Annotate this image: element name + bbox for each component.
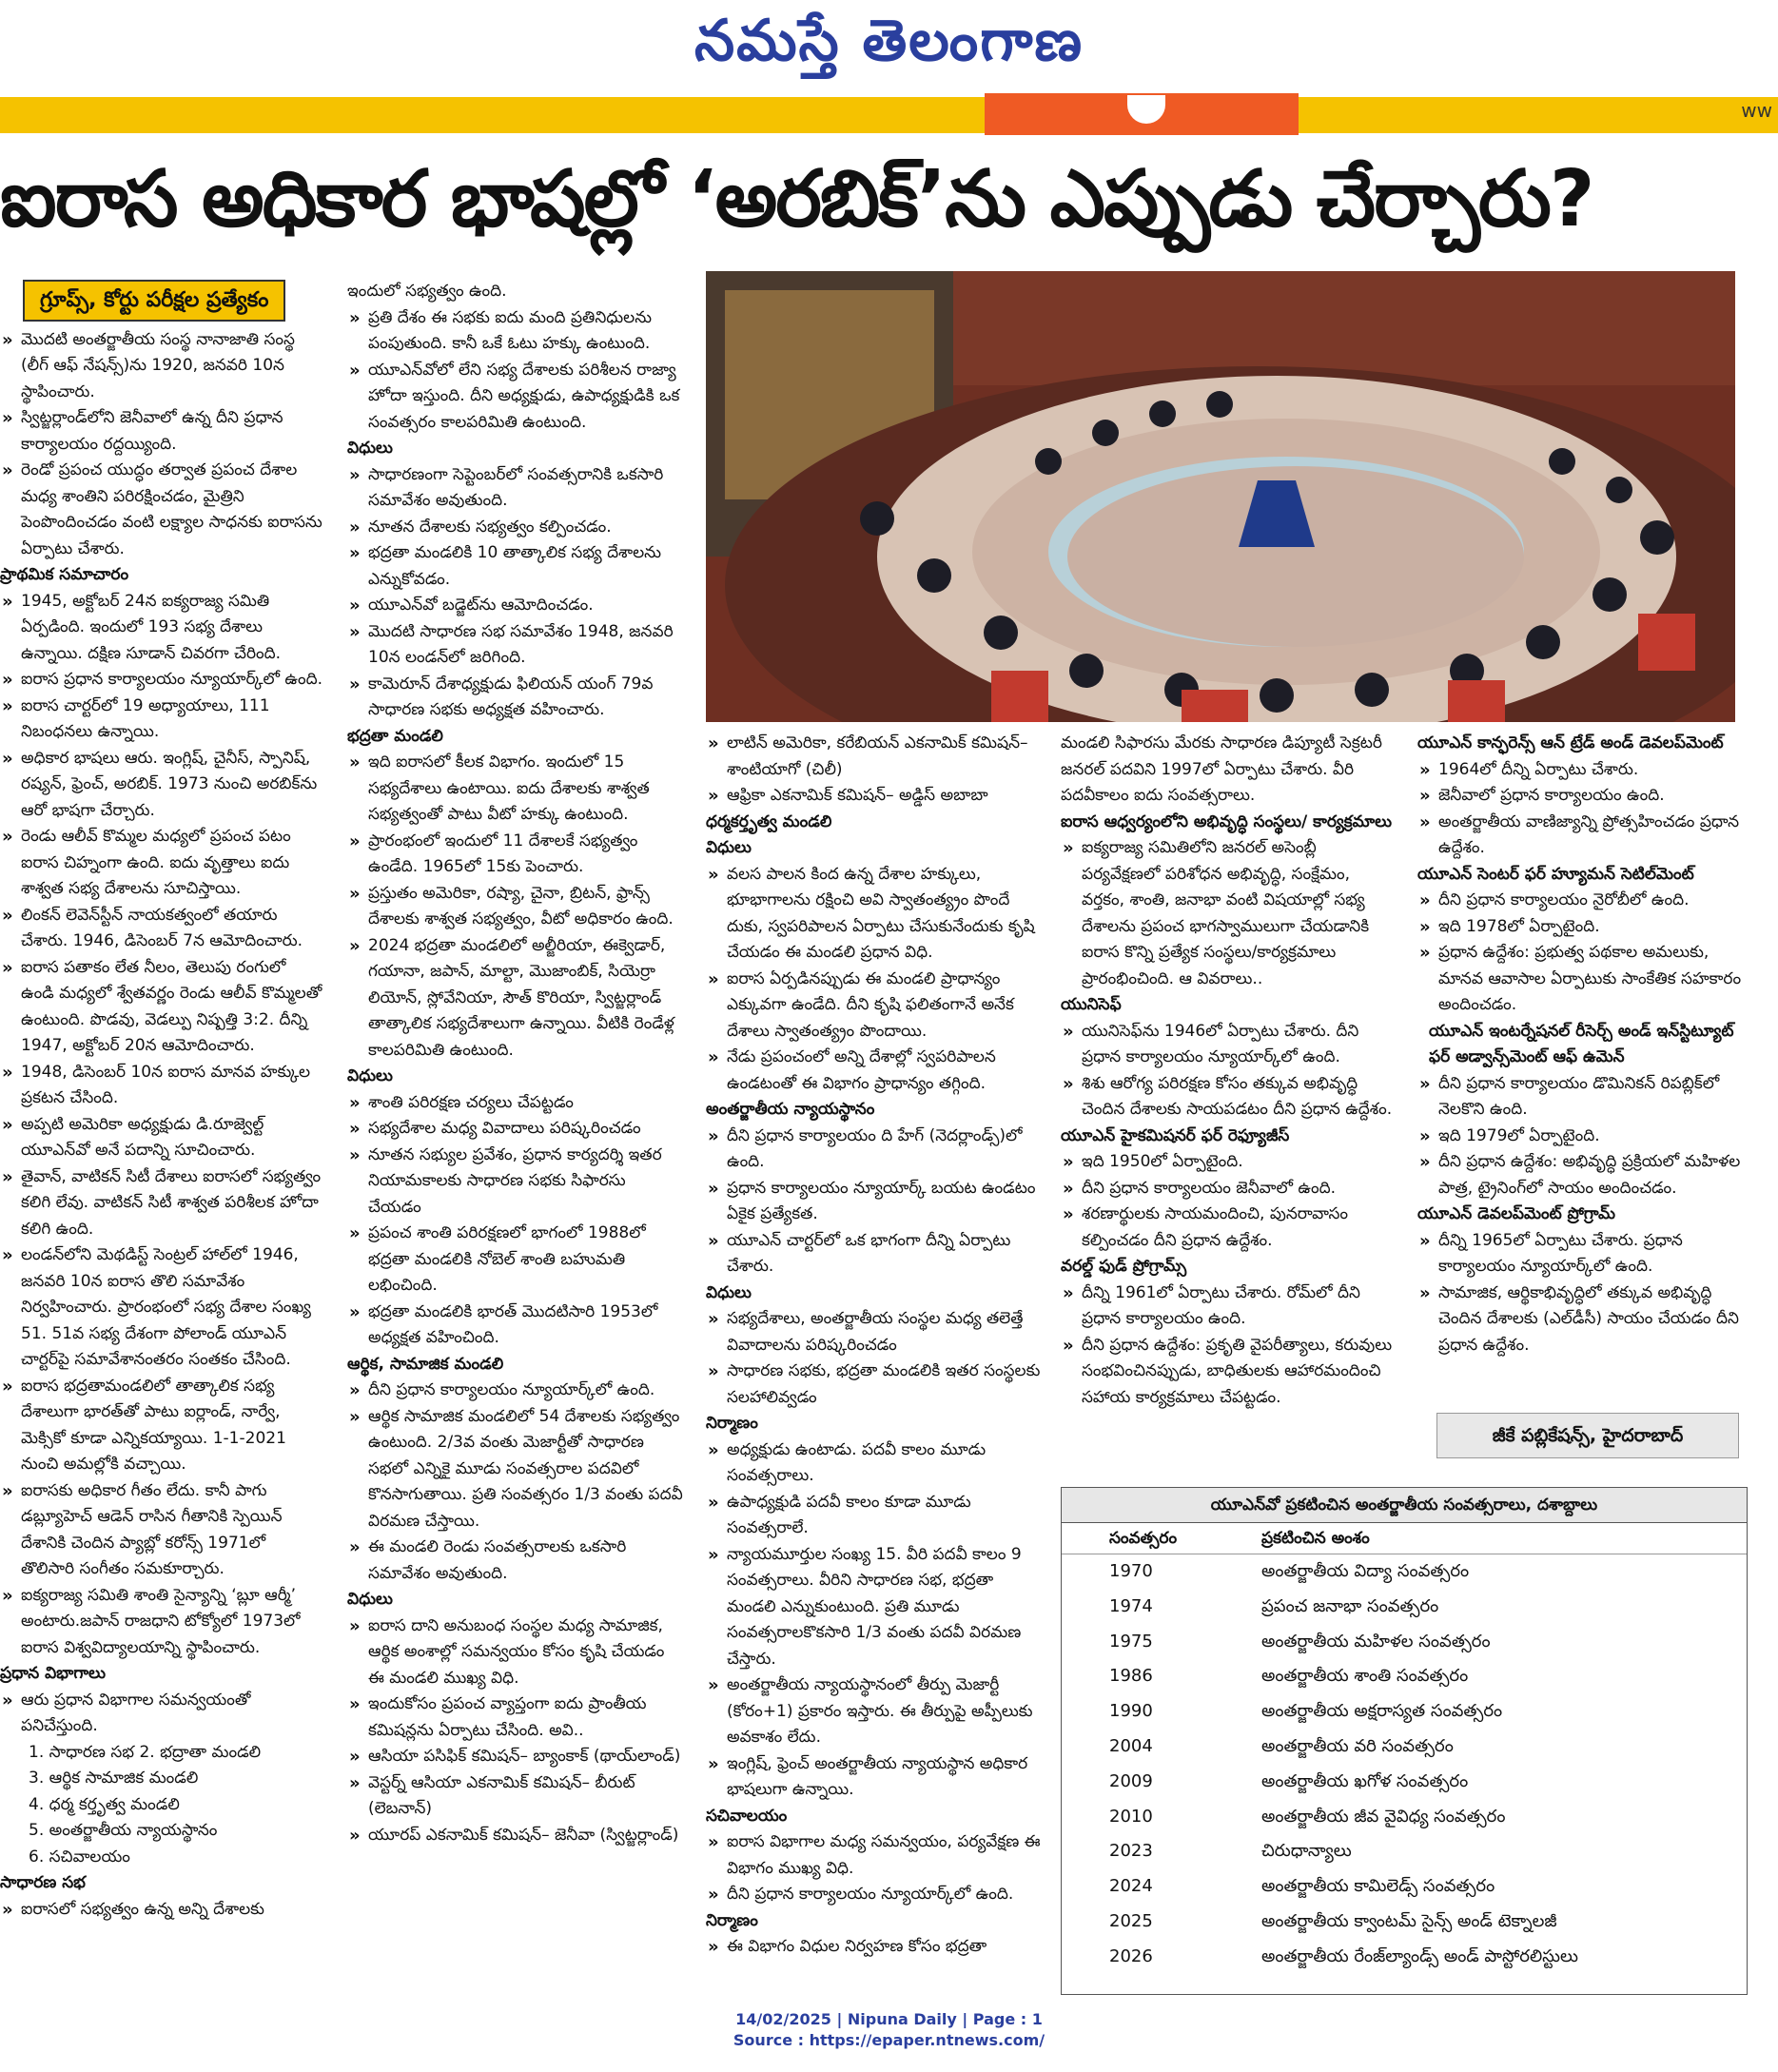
bullet-point: » 1945, అక్టోబర్ 24న ఐక్యరాజ్య సమితి ఏర్పడింది. ఇందులో 193 సభ్య దేశాలు ఉన్నాయి. దక్షిణ సూడాన్ చివరగా చేరింది. [0, 589, 323, 668]
paragraph: ఇందులో సభ్యత్వం ఉంది. [347, 282, 507, 301]
topic-cell: అంతర్జాతీయ అక్షరాస్యత సంవత్సరం [1261, 1701, 1503, 1722]
bullet-point: » దీని ప్రధాన ఉద్దేశం: అభివృద్ధి ప్రక్రియలో మహిళల పాత్ర, ట్రైనింగ్‌లో సాయం అందించడం. [1417, 1149, 1752, 1202]
numbered-item: 1. సాధారణ సభ 2. భద్రాతా మండలి [29, 1742, 262, 1762]
bullet-point: » ఉపాధ్యక్షుడి పదవీ కాలం కూడా మూడు సంవత్సరాలే. [706, 1490, 1041, 1542]
un-security-council-photo [706, 271, 1735, 722]
bullet-point: » నేడు ప్రపంచంలో అన్ని దేశాల్లో స్వపరిపాలన ఉండటంతో ఈ విభాగం ప్రాధాన్యం తగ్గింది. [706, 1045, 1041, 1097]
bullet-point: » యూరప్ ఎకనామిక్ కమిషన్– జెనీవా (స్విట్జర్లాండ్) [347, 1823, 683, 1849]
topic-cell: అంతర్జాతీయ ఖగోళ సంవత్సరం [1261, 1770, 1469, 1791]
section-subheading: సచివాలయం [706, 1806, 788, 1826]
bullet-point: » ఐరాసకు అధికార గీతం లేదు. కానీ పాగు డబ్ల్యూహెచ్ ఆడెన్ రాసిన గీతానికి స్పెయిన్ దేశానికి చెందిన ప్యాబ్లో కరోన్స్ 1971లో తొలిసారి సంగీతం సమకూర్చారు. [0, 1478, 323, 1583]
bullet-point: » 1964లో దీన్ని ఏర్పాటు చేశారు. [1417, 757, 1752, 784]
footer-date-line: 14/02/2025 | Nipuna Daily | Page : 1 [735, 2010, 1043, 2028]
bullet-point: » సాధారణంగా సెప్టెంబర్‌లో సంవత్సరానికి ఒకసారి సమావేశం అవుతుంది. [347, 462, 683, 515]
section-box-title: గ్రూప్స్, కోర్టు పరీక్షల ప్రత్యేకం [23, 280, 285, 322]
section-subheading: విధులు [706, 838, 752, 857]
international-years-table [1061, 1487, 1748, 1995]
bullet-point: » ప్రపంచ శాంతి పరిరక్షణలో భాగంలో 1988లో భద్రతా మండలికి నోబెల్ శాంతి బహుమతి లభించింది. [347, 1221, 683, 1300]
bullet-point: » ఈ మండలి రెండు సంవత్సరాలకు ఒకసారి సమావేశం అవుతుంది. [347, 1534, 683, 1587]
table-row [1062, 1869, 1747, 1905]
bullet-point: » యూఎన్‌వో బడ్జెట్‌ను ఆమోదించడం. [347, 593, 683, 619]
section-subheading: ఆర్థిక, సామాజిక మండలి [347, 1354, 504, 1374]
bullet-point: » అంతర్జాతీయ వాణిజ్యాన్ని ప్రోత్సహించడం ప్రధాన ఉద్దేశం. [1417, 810, 1752, 862]
header-strip [0, 97, 1778, 133]
paragraph: మండలి సిఫారసు మేరకు సాధారణ డిప్యూటీ సెక్రటరీ జనరల్ పదవిని 1997లో ఏర్పాటు చేశారు. వీరి పదవీకాలం ఐదు సంవత్సరాలు. [1061, 733, 1382, 805]
article-column-5 [1417, 731, 1752, 1397]
bullet-point: » కామెరూన్ దేశాధ్యక్షుడు ఫిలియన్ యంగ్ 79వ సాధారణ సభకు అధ్యక్షత వహించారు. [347, 672, 683, 724]
year-cell: 2026 [1109, 1945, 1153, 1966]
footer-source-line: Source : https://epaper.ntnews.com/ [733, 2031, 1045, 2049]
bullet-point: » లాటిన్ అమెరికా, కరేబియన్ ఎకనామిక్ కమిషన్– శాంటియాగో (చిలీ) [706, 731, 1041, 783]
bullet-point: » నూతన దేశాలకు సభ్యత్వం కల్పించడం. [347, 515, 683, 541]
bullet-point: » అప్పటి అమెరికా అధ్యక్షుడు డి.రూజ్వెల్ట్ యూఎన్‌వో అనే పదాన్ని సూచించారు. [0, 1112, 323, 1164]
column-5-items [1417, 731, 1752, 1359]
bullet-point: » 2024 భద్రతా మండలిలో అల్జీరియా, ఈక్వెడార్, గయానా, జపాన్, మాల్టా, మొజాంబిక్, సియెర్రా లియోన్, స్లోవేనియా, సౌత్ కొరియా, స్విట్జర్లాండ్ తాత్కాలిక సభ్యదేశాలుగా ఉన్నాయి. వీటికి రెండేళ్ల కాలపరిమితి ఉంటుంది. [347, 933, 683, 1065]
bullet-point: » ఐరాస చార్టర్‌లో 19 అధ్యాయాలు, 111 నిబంధనలు ఉన్నాయి. [0, 694, 323, 746]
bullet-point: » నూతన సభ్యుల ప్రవేశం, ప్రధాన కార్యదర్శి ఇతర నియామకాలకు సాధారణ సభకు సిఫారసు చేయడం [347, 1143, 683, 1222]
topic-cell: అంతర్జాతీయ విద్యా సంవత్సరం [1261, 1561, 1470, 1581]
bullet-point: » లండన్‌లోని మెథడిస్ట్ సెంట్రల్ హాల్‌లో 1946, జనవరి 10న ఐరాస తొలి సమావేశం నిర్వహించారు. ప్రారంభంలో సభ్య దేశాల సంఖ్య 51. 51వ సభ్య దేశంగా పోలాండ్ యూఎన్ చార్టర్‌పై సమావేశానంతరం సంతకం చేసింది. [0, 1242, 323, 1374]
article-column-4 [1061, 731, 1396, 1473]
bullet-point: » ఈ విభాగం విధుల నిర్వహణ కోసం భద్రతా [706, 1934, 1041, 1961]
section-subheading: నిర్మాణం [706, 1910, 758, 1930]
table-header-row [1062, 1523, 1747, 1554]
column-4-items [1061, 731, 1396, 1411]
bullet-point: » ఆరు ప్రధాన విభాగాల సమన్వయంతో పనిచేస్తుంది. [0, 1688, 323, 1740]
bullet-point: » దీని ప్రధాన కార్యాలయం న్యూయార్క్‌లో ఉంది. [347, 1378, 683, 1404]
bullet-point: » ఆఫ్రికా ఎకనామిక్ కమిషన్– అడ్డిస్ అబాబా [706, 783, 1041, 810]
year-cell: 1990 [1109, 1701, 1153, 1722]
bullet-point: » జెనీవాలో ప్రధాన కార్యాలయం ఉంది. [1417, 783, 1752, 810]
year-cell: 1986 [1109, 1666, 1153, 1687]
bullet-point: » శరణార్థులకు సాయమందించి, పునరావాసం కల్పించడం దీని ప్రధాన ఉద్దేశం. [1061, 1202, 1396, 1254]
bullet-point: » సామాజిక, ఆర్థికాభివృద్ధిలో తక్కువ అభివృద్ధి చెందిన దేశాలకు (ఎల్‌డీసీ) సాయం చేయడం దీని ప్రధాన ఉద్దేశం. [1417, 1280, 1752, 1359]
article-column-1 [0, 276, 323, 1969]
bullet-point: » ఇంగ్లిష్, ఫ్రెంచ్ అంతర్జాతీయ న్యాయస్థాన అధికార భాషలుగా ఉన్నాయి. [706, 1751, 1041, 1804]
table-body [1062, 1554, 1747, 1975]
accent-dot-icon [1127, 95, 1165, 124]
bullet-point: » ఆసియా పసిఫిక్ కమిషన్– బ్యాంకాక్ (థాయ్‌లాండ్) [347, 1744, 683, 1770]
year-cell: 1975 [1109, 1631, 1153, 1652]
column-1-items [0, 327, 323, 1924]
bullet-point: » ఐరాస ఏర్పడినప్పుడు ఈ మండలి ప్రాధాన్యం ఎక్కువగా ఉండేది. దీని కృషి ఫలితంగానే అనేక దేశాలు స్వాతంత్య్రం పొందాయి. [706, 967, 1041, 1046]
page-footer [0, 2009, 1778, 2051]
section-subheading: విధులు [706, 1282, 752, 1302]
bullet-point: » సభ్యదేశాల మధ్య వివాదాలు పరిష్కరించడం [347, 1116, 683, 1143]
table-row [1062, 1940, 1747, 1975]
bullet-point: » శిశు ఆరోగ్య పరిరక్షణ కోసం తక్కువ అభివృద్ధి చెందిన దేశాలకు సాయపడటం దీని ప్రధాన ఉద్దేశం. [1061, 1071, 1396, 1124]
bullet-point: » ఇందుకోసం ప్రపంచ వ్యాప్తంగా ఐదు ప్రాంతీయ కమిషన్లను ఏర్పాటు చేసింది. అవి.. [347, 1691, 683, 1744]
table-row [1062, 1590, 1747, 1625]
bullet-point: » లింకన్ లెవెన్‌స్టీన్ నాయకత్వంలో తయారు చేశారు. 1946, డిసెంబర్ 7న ఆమోదించారు. [0, 903, 323, 955]
numbered-item: 4. ధర్మ కర్తృత్వ మండలి [29, 1794, 180, 1814]
year-cell: 2025 [1109, 1910, 1153, 1931]
table-row [1062, 1765, 1747, 1800]
bullet-point: » ఐరాసలో సభ్యత్వం ఉన్న అన్ని దేశాలకు [0, 1897, 323, 1924]
bullet-point: » దీని ప్రధాన కార్యాలయం ది హేగ్ (నెదర్లాండ్స్)లో ఉంది. [706, 1124, 1041, 1176]
bullet-point: » భద్రతా మండలికి 10 తాత్కాలిక సభ్య దేశాలను ఎన్నుకోవడం. [347, 540, 683, 593]
section-subheading: యూఎన్ ఇంటర్నేషనల్ రీసెర్చ్ అండ్ ఇన్‌స్టిట్యూట్ ఫర్ అడ్వాన్స్‌మెంట్ ఆఫ్ ఉమెన్ [1429, 1021, 1734, 1066]
year-cell: 2004 [1109, 1735, 1153, 1756]
numbered-item: 3. ఆర్థిక సామాజిక మండలి [29, 1769, 199, 1788]
table-row [1062, 1800, 1747, 1835]
bullet-point: » దీన్ని 1961లో ఏర్పాటు చేశారు. రోమ్‌లో దీని ప్రధాన కార్యాలయం ఉంది. [1061, 1280, 1396, 1333]
table-row [1062, 1834, 1747, 1869]
section-subheading: యూఎన్ డెవలప్‌మెంట్ ప్రోగ్రామ్ [1417, 1204, 1615, 1223]
numbered-item: 5. అంతర్జాతీయ న్యాయస్థానం [29, 1821, 218, 1840]
column-3-items [706, 731, 1041, 1961]
newspaper-logo: నమస్తే తెలంగాణ [694, 8, 1084, 74]
year-cell: 2009 [1109, 1770, 1153, 1791]
section-subheading: సాధారణ సభ [0, 1873, 86, 1892]
year-cell: 2024 [1109, 1876, 1153, 1897]
section-subheading: యూఎన్ కాన్ఫరెన్స్ ఆన్ ట్రేడ్ అండ్ డెవలప్‌మెంట్ [1417, 733, 1724, 753]
bullet-point: » సభ్యదేశాలు, అంతర్జాతీయ సంస్థల మధ్య తలెత్తే వివాదాలను పరిష్కరించడం [706, 1306, 1041, 1359]
header-accent-box [985, 93, 1299, 135]
bullet-point: » మొదటి అంతర్జాతీయ సంస్థ నానాజాతి సంస్థ (లీగ్ ఆఫ్ నేషన్స్)ను 1920, జనవరి 10న స్థాపించారు. [0, 327, 323, 406]
bullet-point: » దీని ప్రధాన కార్యాలయం నైరోబీలో ఉంది. [1417, 888, 1752, 914]
section-subheading: యూఎన్ సెంటర్ ఫర్ హ్యూమన్ సెటిల్‌మెంట్ [1417, 864, 1694, 884]
table-row [1062, 1730, 1747, 1765]
bullet-point: » ప్రతి దేశం ఈ సభకు ఐదు మంది ప్రతినిధులను పంపుతుంది. కానీ ఒకే ఓటు హక్కు ఉంటుంది. [347, 305, 683, 358]
bullet-point: » దీని ప్రధాన కార్యాలయం డొమినికన్ రిపబ్లిక్‌లో నెలకొని ఉంది. [1417, 1071, 1752, 1124]
bullet-point: » సాధారణ సభకు, భద్రతా మండలికి ఇతర సంస్థలకు సలహాలివ్వడం [706, 1359, 1041, 1411]
bullet-point: » ఐరాస దాని అనుబంధ సంస్థల మధ్య సామాజిక, ఆర్థిక అంశాల్లో సమన్వయం కోసం కృషి చేయడం ఈ మండలి ముఖ్య విధి. [347, 1613, 683, 1692]
section-subheading: యునిసెఫ్ [1061, 995, 1122, 1014]
bullet-point: » ఇది 1978లో ఏర్పాటైంది. [1417, 914, 1752, 941]
bullet-point: » తైవాన్, వాటికన్ సిటీ దేశాలు ఐరాసలో సభ్యత్వం కలిగి లేవు. వాటికన్ సిటీ శాశ్వత పరిశీలక హోదా కలిగి ఉంది. [0, 1164, 323, 1243]
table-row [1062, 1905, 1747, 1940]
topic-cell: అంతర్జాతీయ జీవ వైవిధ్య సంవత్సరం [1261, 1806, 1506, 1827]
bullet-point: » దీని ప్రధాన ఉద్దేశం: ప్రకృతి వైపరీత్యాలు, కరువులు సంభవించినప్పుడు, బాధితులకు ఆహారమందించి సహాయ కార్యక్రమాలు చేపట్టడం. [1061, 1333, 1396, 1412]
bullet-point: » యునిసెఫ్‌ను 1946లో ఏర్పాటు చేశారు. దీని ప్రధాన కార్యాలయం న్యూయార్క్‌లో ఉంది. [1061, 1019, 1396, 1071]
section-subheading: వరల్డ్ ఫుడ్ ప్రోగ్రామ్స్ [1061, 1257, 1187, 1276]
bullet-point: » ప్రధాన ఉద్దేశం: ప్రభుత్వ పథకాల అమలుకు, మానవ ఆవాసాల ఏర్పాటుకు సాంకేతిక సహకారం అందించడం. [1417, 940, 1752, 1019]
bullet-point: » ప్రస్తుతం అమెరికా, రష్యా, చైనా, బ్రిటన్, ఫ్రాన్స్ దేశాలకు శాశ్వత సభ్యత్వం, వీటో అధికారం ఉంది. [347, 881, 683, 933]
year-cell: 2010 [1109, 1806, 1153, 1827]
year-cell: 2023 [1109, 1841, 1153, 1862]
bullet-point: » దీని ప్రధాన కార్యాలయం న్యూయార్క్‌లో ఉంది. [706, 1882, 1041, 1908]
bullet-point: » మొదటి సాధారణ సభ సమావేశం 1948, జనవరి 10న లండన్‌లో జరిగింది. [347, 619, 683, 672]
topic-cell: అంతర్జాతీయ మహిళల సంవత్సరం [1261, 1631, 1491, 1652]
table-row [1062, 1694, 1747, 1730]
bullet-point: » ఐరాస పతాకం లేత నీలం, తెలుపు రంగులో ఉండి మధ్యలో శ్వేతవర్ణం రెండు ఆలీవ్ కొమ్మలతో ఉంటుంది. పొడవు, వెడల్పు నిష్పత్తి 3:2. దీన్ని 1947, అక్టోబర్ 20న ఆమోదించారు. [0, 955, 323, 1060]
topic-cell: చిరుధాన్యాలు [1261, 1841, 1352, 1862]
topic-cell: అంతర్జాతీయ వరి సంవత్సరం [1261, 1735, 1454, 1756]
article-column-2 [347, 279, 683, 1972]
topic-cell: ప్రపంచ జనాభా సంవత్సరం [1261, 1595, 1439, 1616]
section-subheading: విధులు [347, 439, 393, 458]
bullet-point: » ఐరాస భద్రతామండలిలో తాత్కాలిక సభ్య దేశాలుగా భారత్‌తో పాటు ఐర్లాండ్, నార్వే, మెక్సికో కూడా ఎన్నికయ్యాయి. 1-1-2021 నుంచి అమల్లోకి వచ్చాయి. [0, 1374, 323, 1478]
bullet-point: » అధ్యక్షుడు ఉంటాడు. పదవీ కాలం మూడు సంవత్సరాలు. [706, 1437, 1041, 1490]
masthead [0, 0, 1778, 95]
bullet-point: » న్యాయమూర్తుల సంఖ్య 15. వీరి పదవీ కాలం 9 సంవత్సరాలు. వీరిని సాధారణ సభ, భద్రతా మండలి ఎన్నుకుంటుంది. ప్రతి మూడు సంవత్సరాలకొకసారి 1/3 వంతు పదవీ విరమణ చేస్తారు. [706, 1542, 1041, 1673]
column-header-topic: ప్రకటించిన అంశం [1261, 1529, 1370, 1548]
bullet-point: » రెండో ప్రపంచ యుద్ధం తర్వాత ప్రపంచ దేశాల మధ్య శాంతిని పరిరక్షించడం, మైత్రిని పెంపొందించడం వంటి లక్ష్యాల సాధనకు ఐరాసను ఏర్పాటు చేశారు. [0, 458, 323, 562]
bullet-point: » ఇది 1979లో ఏర్పాటైంది. [1417, 1124, 1752, 1150]
section-subheading: ధర్మకర్తృత్వ మండలి [706, 811, 832, 831]
bullet-point: » ఐక్యరాజ్య సమితిలోని జనరల్ అసెంబ్లీ పర్యవేక్షణలో పరిశోధన అభివృద్ధి, సంక్షేమం, వర్తకం, శాంతి, జనాభా వంటి విషయాల్లో సభ్య దేశాలను ప్రపంచ భాగస్వాములుగా చేయడానికి ఐరాస కొన్ని ప్రత్యేక సంస్థలు/కార్యక్రమాలు ప్రారంభించింది. ఆ వివరాలు.. [1061, 835, 1396, 992]
year-cell: 1974 [1109, 1595, 1153, 1616]
table-row [1062, 1625, 1747, 1660]
bullet-point: » ఆర్థిక సామాజిక మండలిలో 54 దేశాలకు సభ్యత్వం ఉంటుంది. 2/3వ వంతు మెజార్టీతో సాధారణ సభలో ఎన్నికై మూడు సంవత్సరాల పదవిలో కొనసాగుతాయి. ప్రతి సంవత్సరం 1/3 వంతు పదవీ విరమణ చేస్తాయి. [347, 1404, 683, 1535]
section-subheading: విధులు [347, 1066, 393, 1085]
page-headline: ఐరాస అధికార భాషల్లో ‘అరబిక్’ను ఎప్పుడు చేర్చారు? [0, 154, 1593, 244]
bullet-point: » దీని ప్రధాన కార్యాలయం జెనీవాలో ఉంది. [1061, 1176, 1396, 1202]
section-subheading: అంతర్జాతీయ న్యాయస్థానం [706, 1100, 875, 1119]
bullet-point: » ప్రధాన కార్యాలయం న్యూయార్క్ బయట ఉండటం ఏకైక ప్రత్యేకత. [706, 1176, 1041, 1228]
bullet-point: » శాంతి పరిరక్షణ చర్యలు చేపట్టడం [347, 1090, 683, 1117]
topic-cell: అంతర్జాతీయ కామిలెడ్స్ సంవత్సరం [1261, 1876, 1495, 1897]
bullet-point: » ప్రారంభంలో ఇందులో 11 దేశాలకే సభ్యత్వం ఉండేది. 1965లో 15కు పెంచారు. [347, 829, 683, 881]
bullet-point: » స్విట్జర్లాండ్‌లోని జెనీవాలో ఉన్న దీని ప్రధాన కార్యాలయం రద్దయ్యింది. [0, 405, 323, 458]
bullet-point: » ఇది 1950లో ఏర్పాటైంది. [1061, 1149, 1396, 1176]
bullet-point: » అధికార భాషలు ఆరు. ఇంగ్లిష్, చైనీస్, స్పానిష్, రష్యన్, ఫ్రెంచ్, అరబిక్. 1973 నుంచి అరబిక్‌ను ఆరో భాషగా చేర్చారు. [0, 746, 323, 825]
article-column-3 [706, 731, 1041, 1977]
council-chamber-illustration [706, 271, 1735, 722]
bullet-point: » రెండు ఆలీవ్ కొమ్మల మధ్యలో ప్రపంచ పటం ఐరాస చిహ్నంగా ఉంది. ఐదు వృత్తాలు ఐదు శాశ్వత సభ్య దేశాలను సూచిస్తాయి. [0, 824, 323, 903]
bullet-point: » వెస్టర్న్ ఆసియా ఎకనామిక్ కమిషన్– బీరుట్ (లెబనాన్) [347, 1770, 683, 1823]
bullet-point: » వలస పాలన కింద ఉన్న దేశాల హక్కులు, భూభాగాలను రక్షించి అవి స్వాతంత్య్రం పొందే దుకు, స్వపరిపాలన ఏర్పాటు చేసుకునేందుకు కృషి చేయడం ఈ మండలి ప్రధాన విధి. [706, 862, 1041, 967]
section-subheading: ఐరాస ఆధ్వర్యంలోని అభివృద్ధి సంస్థలు/ కార్యక్రమాలు [1061, 811, 1393, 831]
column-2-items [347, 279, 683, 1848]
bullet-point: » ఐరాస ప్రధాన కార్యాలయం న్యూయార్క్‌లో ఉంది. [0, 667, 323, 694]
table-title: యూఎన్‌వో ప్రకటించిన అంతర్జాతీయ సంవత్సరాలు, దశాబ్దాలు [1062, 1488, 1747, 1523]
numbered-item: 6. సచివాలయం [29, 1847, 130, 1867]
column-header-year: సంవత్సరం [1109, 1529, 1178, 1548]
website-fragment: ww [1741, 99, 1772, 122]
table-row [1062, 1659, 1747, 1694]
bullet-point: » అంతర్జాతీయ న్యాయస్థానంలో తీర్పు మెజార్టీ (కోరం+1) ప్రకారం ఇస్తారు. ఈ తీర్పుపై అప్పీలుకు అవకాశం లేదు. [706, 1672, 1041, 1751]
section-subheading: భద్రతా మండలి [347, 726, 443, 746]
bullet-point: » దీన్ని 1965లో ఏర్పాటు చేశారు. ప్రధాన కార్యాలయం న్యూయార్క్‌లో ఉంది. [1417, 1228, 1752, 1280]
bullet-point: » యూఎన్‌వోలో లేని సభ్య దేశాలకు పరిశీలన రాజ్యా హోదా ఇస్తుంది. దీని అధ్యక్షుడు, ఉపాధ్యక్షుడికి ఒక సంవత్సరం కాలపరిమితి ఉంటుంది. [347, 358, 683, 437]
topic-cell: అంతర్జాతీయ రేంజ్‌ల్యాండ్స్ అండ్ పాస్టోరలిస్టులు [1261, 1945, 1579, 1966]
year-cell: 1970 [1109, 1561, 1153, 1581]
bullet-point: » ఐరాస విభాగాల మధ్య సమన్వయం, పర్యవేక్షణ ఈ విభాగం ముఖ్య విధి. [706, 1829, 1041, 1882]
section-subheading: ప్రధాన విభాగాలు [0, 1664, 106, 1683]
section-subheading: ప్రాథమిక సమాచారం [0, 565, 129, 584]
bullet-point: » భద్రతా మండలికి భారత్ మొదటిసారి 1953లో అధ్యక్షత వహించింది. [347, 1300, 683, 1352]
publisher-credit: జీకే పబ్లికేషన్స్, హైదరాబాద్ [1436, 1413, 1739, 1458]
topic-cell: అంతర్జాతీయ శాంతి సంవత్సరం [1261, 1666, 1469, 1687]
bullet-point: » 1948, డిసెంబర్ 10న ఐరాస మానవ హక్కుల ప్రకటన చేసింది. [0, 1060, 323, 1112]
topic-cell: అంతర్జాతీయ క్వాంటమ్ సైన్స్ అండ్ టెక్నాలజీ [1261, 1910, 1557, 1931]
bullet-point: » ఇది ఐరాసలో కీలక విభాగం. ఇందులో 15 సభ్యదేశాలు ఉంటాయి. ఐదు దేశాలకు శాశ్వత సభ్యత్వంతో పాటు వీటో హక్కు ఉంటుంది. [347, 750, 683, 829]
section-subheading: యూఎన్ హైకమిషనర్ ఫర్ రెఫ్యూజీస్ [1061, 1125, 1290, 1145]
section-subheading: నిర్మాణం [706, 1414, 758, 1433]
table-row [1062, 1554, 1747, 1590]
bullet-point: » ఐక్యరాజ్య సమితి శాంతి సైన్యాన్ని ‘బ్లూ ఆర్మీ’ అంటారు.జపాన్ రాజధాని టోక్యోలో 1973లో ఐరాస విశ్వవిద్యాలయాన్ని స్థాపించారు. [0, 1583, 323, 1662]
section-subheading: విధులు [347, 1590, 393, 1609]
bullet-point: » యూఎన్ చార్టర్‌లో ఒక భాగంగా దీన్ని ఏర్పాటు చేశారు. [706, 1228, 1041, 1280]
